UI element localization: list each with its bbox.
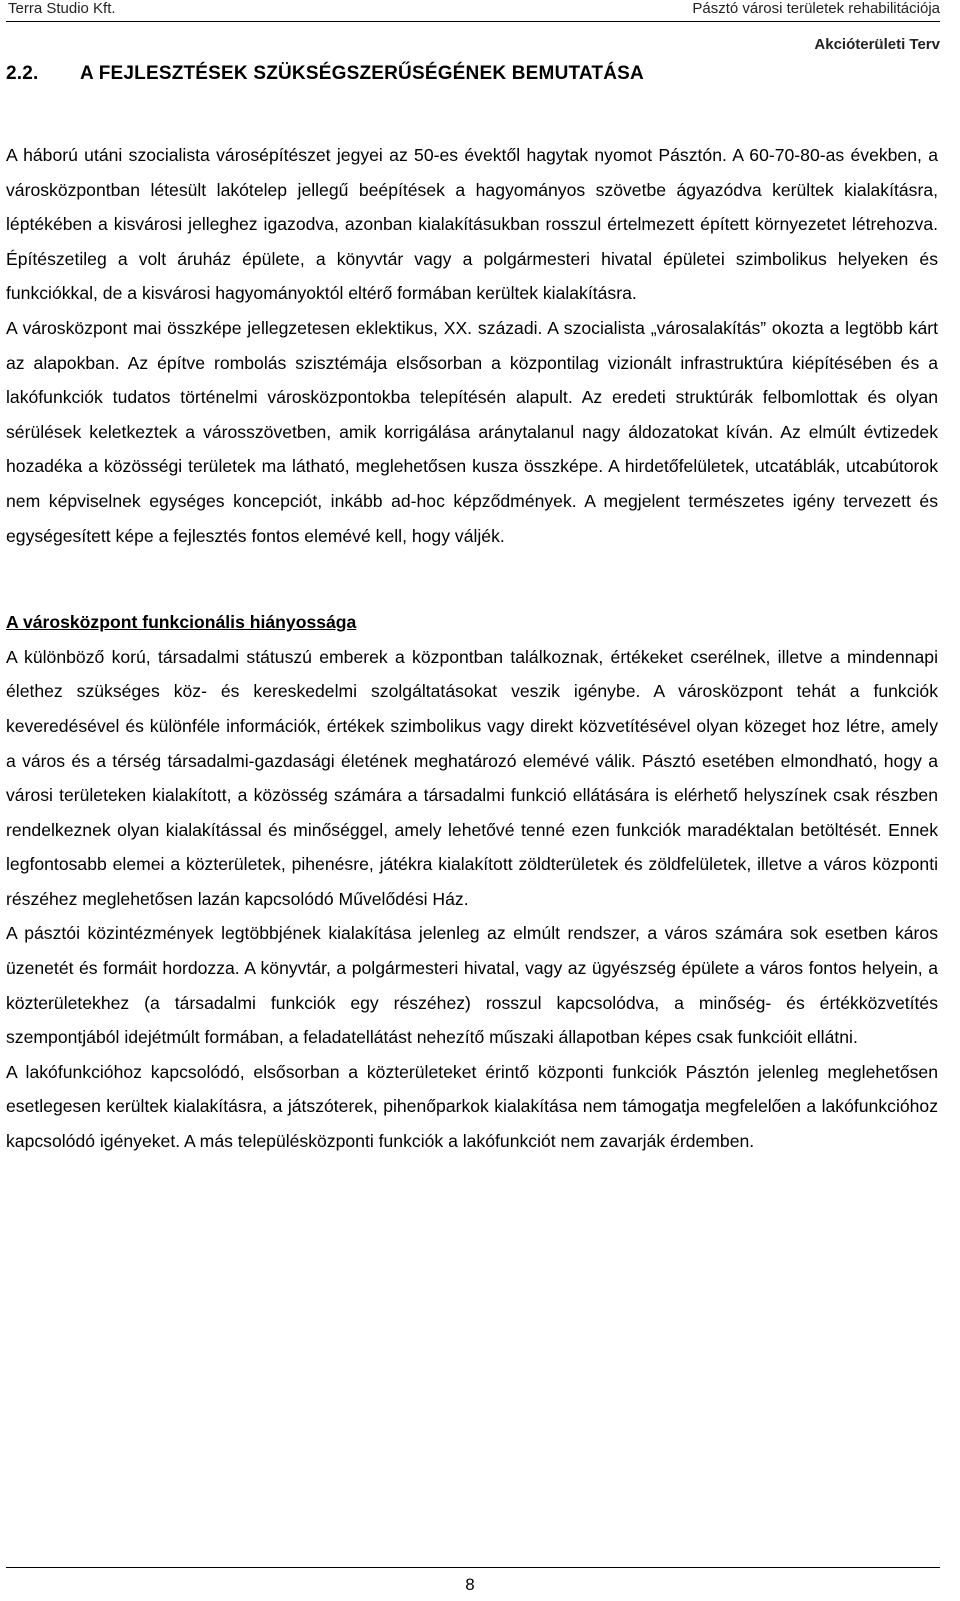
- document-subtitle: Akcióterületi Terv: [814, 36, 940, 53]
- section-title: A FEJLESZTÉSEK SZÜKSÉGSZERŰSÉGÉNEK BEMUTATÁSA: [80, 63, 644, 84]
- document-title: Pásztó városi területek rehabilitációja: [692, 0, 940, 17]
- subsection-heading: A városközpont funkcionális hiányossága: [6, 612, 357, 633]
- header-divider: [6, 21, 940, 22]
- body-paragraph: A városközpont mai összképe jellegzetesen eklektikus, XX. századi. A szocialista „városalakítás” okozta a legtöbb kárt az alapokban. Az építve rombolás szisztémája elsősorban a központilag vizionált infrastruktúra kiépítésében és a lakófunkciók tudatos történelmi városközpontokba telepítésén alapult. Az eredeti struktúrák felbomlottak és olyan sérülések keletkeztek a városszövetben, amik korrigálása aránytalanul nagy áldozatokat kíván. Az elmúlt évtizedek hozadéka a közösségi területek ma látható, meglehetősen kusza összképe. A hirdetőfelületek, utcatáblák, utcabútorok nem képviselnek egységes koncepciót, inkább ad-hoc képződmények. A megjelent természetes igény tervezett és egységesített képe a fejlesztés fontos elemévé kell, hogy váljék.: [6, 317, 938, 546]
- company-name: Terra Studio Kft.: [8, 0, 116, 17]
- document-body: [6, 138, 938, 1159]
- footer-divider: [6, 1567, 940, 1568]
- page-number: 8: [465, 1575, 475, 1594]
- body-paragraph: A pásztói közintézmények legtöbbjének kialakítása jelenleg az elmúlt rendszer, a város számára sok esetben káros üzenetét és formáit hordozza. A könyvtár, a polgármesteri hivatal, vagy az ügyészség épülete a város fontos helyein, a közterületekhez (a társadalmi funkciók egy részéhez) rosszul kapcsolódva, a minőség- és értékközvetítés szempontjából idejétmúlt formában, a feladatellátást nehezítő műszaki állapotban képes csak funkcióit ellátni.: [6, 923, 938, 1048]
- section-number: 2.2.: [6, 63, 39, 84]
- body-paragraph: A különböző korú, társadalmi státuszú emberek a központban találkoznak, értékeket cserélnek, illetve a mindennapi élethez szükséges köz- és kereskedelmi szolgáltatásokat veszik igénybe. A városközpont tehát a funkciók keveredésével és különféle információk, értékek szimbolikus vagy direkt közvetítésével olyan közeget hoz létre, amely a város és a térség társadalmi-gazdasági életének meghatározó elemévé válik. Pásztó esetében elmondható, hogy a városi területeken kialakított, a közösség számára a társadalmi funkció ellátására is elérhető helyszínek csak részben rendelkeznek olyan kialakítással és minőséggel, amely lehetővé tenné ezen funkciók maradéktalan betöltését. Ennek legfontosabb elemei a közterületek, pihenésre, játékra kialakított zöldterületek és zöldfelületek, illetve a város központi részéhez meglehetősen lazán kapcsolódó Művelődési Ház.: [6, 646, 938, 909]
- body-paragraph: A lakófunkcióhoz kapcsolódó, elsősorban a közterületeket érintő központi funkciók Pásztón jelenleg meglehetősen esetlegesen kerültek kialakításra, a játszóterek, pihenőparkok kialakítása nem támogatja megfelelően a lakófunkcióhoz kapcsolódó igényeket. A más településközponti funkciók a lakófunkciót nem zavarják érdemben.: [6, 1061, 938, 1152]
- page-header: [0, 0, 960, 60]
- body-paragraph: A háború utáni szocialista városépítészet jegyei az 50-es évektől hagytak nyomot Pásztón. A 60-70-80-as években, a városközpontban létesült lakótelep jellegű beépítések a hagyományos szövetbe ágyazódva kerültek kialakításra, léptékében a kisvárosi jelleghez igazodva, azonban kialakításukban rosszul értelmezett épített környezetet létrehozva. Építészetileg a volt áruház épülete, a könyvtár vagy a polgármesteri hivatal épületei szimbolikus helyeken és funkciókkal, de a kisvárosi hagyományoktól eltérő formában kerültek kialakításra.: [6, 145, 938, 304]
- section-heading: [6, 62, 936, 86]
